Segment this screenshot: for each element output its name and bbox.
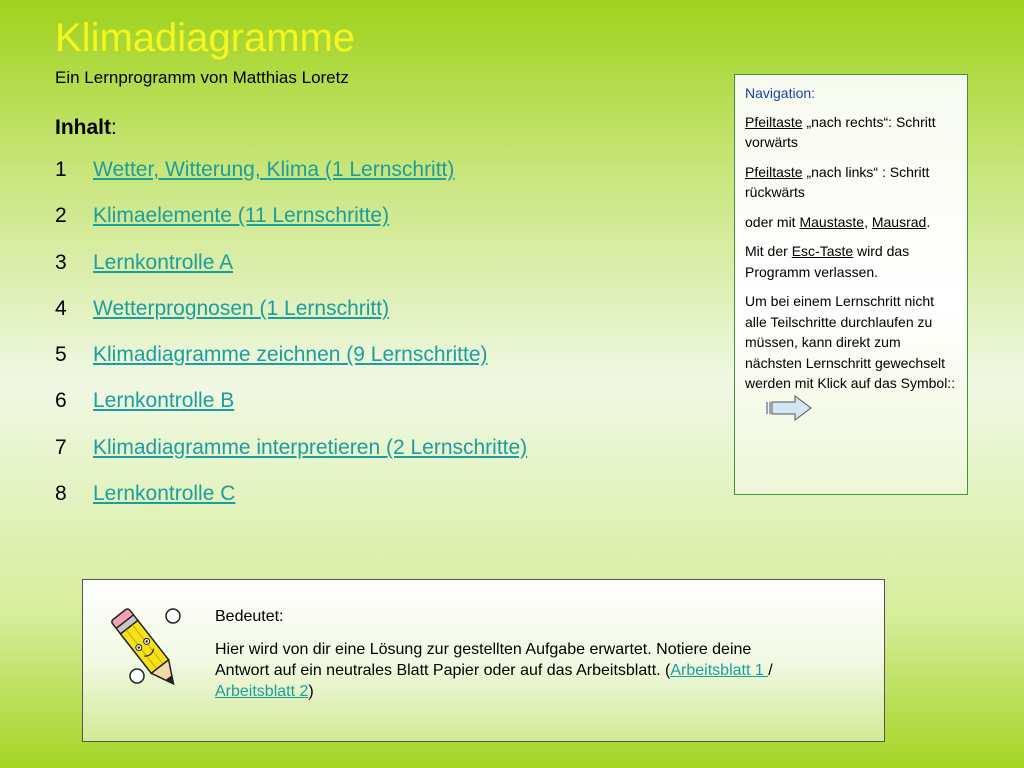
nav-mouse-sep: , (864, 213, 872, 230)
toc-number: 7 (55, 435, 67, 459)
nav-mouse-instruction (745, 212, 957, 233)
legend-text (215, 606, 775, 714)
legend-description (215, 639, 775, 702)
pencil-icon (103, 598, 193, 703)
legend-box (82, 579, 885, 742)
navigation-help-box (734, 74, 968, 495)
navigation-title: Navigation: (745, 85, 816, 101)
nav-skip-text: Um bei einem Lernschritt nicht alle Teilschritte durchlaufen zu müssen, kann direkt zum nächsten Lernschritt gewechselt werden mit Klick auf das Symbol:: (745, 293, 956, 391)
nav-right-text: „nach rechts“: Schritt vorwärts (745, 113, 936, 150)
nav-esc-key: Esc-Taste (791, 243, 854, 259)
nav-mouse-prefix: oder mit (745, 213, 800, 230)
toc-item (55, 204, 527, 250)
legend-separator: / (768, 662, 773, 679)
table-of-contents (55, 158, 527, 528)
nav-right-instruction (745, 112, 957, 153)
nav-mouse-end: . (926, 213, 931, 230)
toc-item (55, 158, 527, 204)
nav-skip-instruction (745, 291, 957, 427)
legend-heading: Bedeutet: (215, 608, 284, 625)
toc-link-klimaelemente[interactable]: Klimaelemente (11 Lernschritte) (93, 204, 390, 228)
toc-item (55, 482, 527, 528)
toc-number: 4 (55, 296, 67, 320)
contents-heading-label: Inhalt (55, 116, 111, 139)
toc-number: 8 (55, 482, 67, 506)
toc-item (55, 436, 527, 482)
nav-left-key: Pfeiltaste (745, 163, 803, 180)
nav-esc-prefix: Mit der (745, 243, 792, 259)
legend-close-paren: ) (308, 683, 314, 700)
right-arrow-icon[interactable] (765, 394, 813, 428)
nav-esc-text: wird das Programm verlassen. (745, 243, 910, 280)
toc-number: 1 (55, 158, 67, 181)
toc-link-wetter-witterung-klima[interactable]: Wetter, Witterung, Klima (1 Lernschritt) (93, 158, 455, 181)
toc-link-lernkontrolle-b[interactable]: Lernkontrolle B (93, 389, 235, 413)
nav-right-key: Pfeiltaste (745, 113, 803, 130)
toc-link-klimadiagramme-zeichnen[interactable]: Klimadiagramme zeichnen (9 Lernschritte) (93, 343, 488, 367)
toc-link-klimadiagramme-interpretieren[interactable]: Klimadiagramme interpretieren (2 Lernschritte) (93, 435, 528, 459)
nav-esc-instruction (745, 241, 957, 282)
page-subtitle: Ein Lernprogramm von Matthias Loretz (55, 68, 349, 87)
nav-left-text: „nach links“ : Schritt rückwärts (745, 163, 930, 200)
toc-item (55, 251, 527, 297)
contents-heading-colon: : (111, 116, 117, 139)
nav-wheel-key: Mausrad (871, 213, 927, 230)
nav-left-instruction (745, 162, 957, 203)
nav-mouse-key: Maustaste (799, 213, 865, 230)
toc-number: 6 (55, 389, 67, 413)
worksheet-1-link[interactable]: Arbeitsblatt 1 (670, 662, 769, 679)
toc-number: 2 (55, 204, 67, 228)
toc-item (55, 343, 527, 389)
toc-number: 3 (55, 250, 67, 274)
toc-link-lernkontrolle-a[interactable]: Lernkontrolle A (93, 250, 234, 274)
toc-item (55, 297, 527, 343)
page-title: Klimadiagramme (55, 16, 356, 60)
toc-link-wetterprognosen[interactable]: Wetterprognosen (1 Lernschritt) (93, 296, 390, 320)
toc-item (55, 389, 527, 435)
toc-link-lernkontrolle-c[interactable]: Lernkontrolle C (93, 482, 236, 506)
contents-heading (55, 116, 117, 140)
toc-number: 5 (55, 343, 67, 367)
legend-body: Hier wird von dir eine Lösung zur gestellten Aufgabe erwartet. Notiere deine Antwort auf ein neutrales Blatt Papier oder auf das Arbeitsblatt. ( (215, 641, 752, 679)
worksheet-2-link[interactable]: Arbeitsblatt 2 (215, 683, 309, 700)
